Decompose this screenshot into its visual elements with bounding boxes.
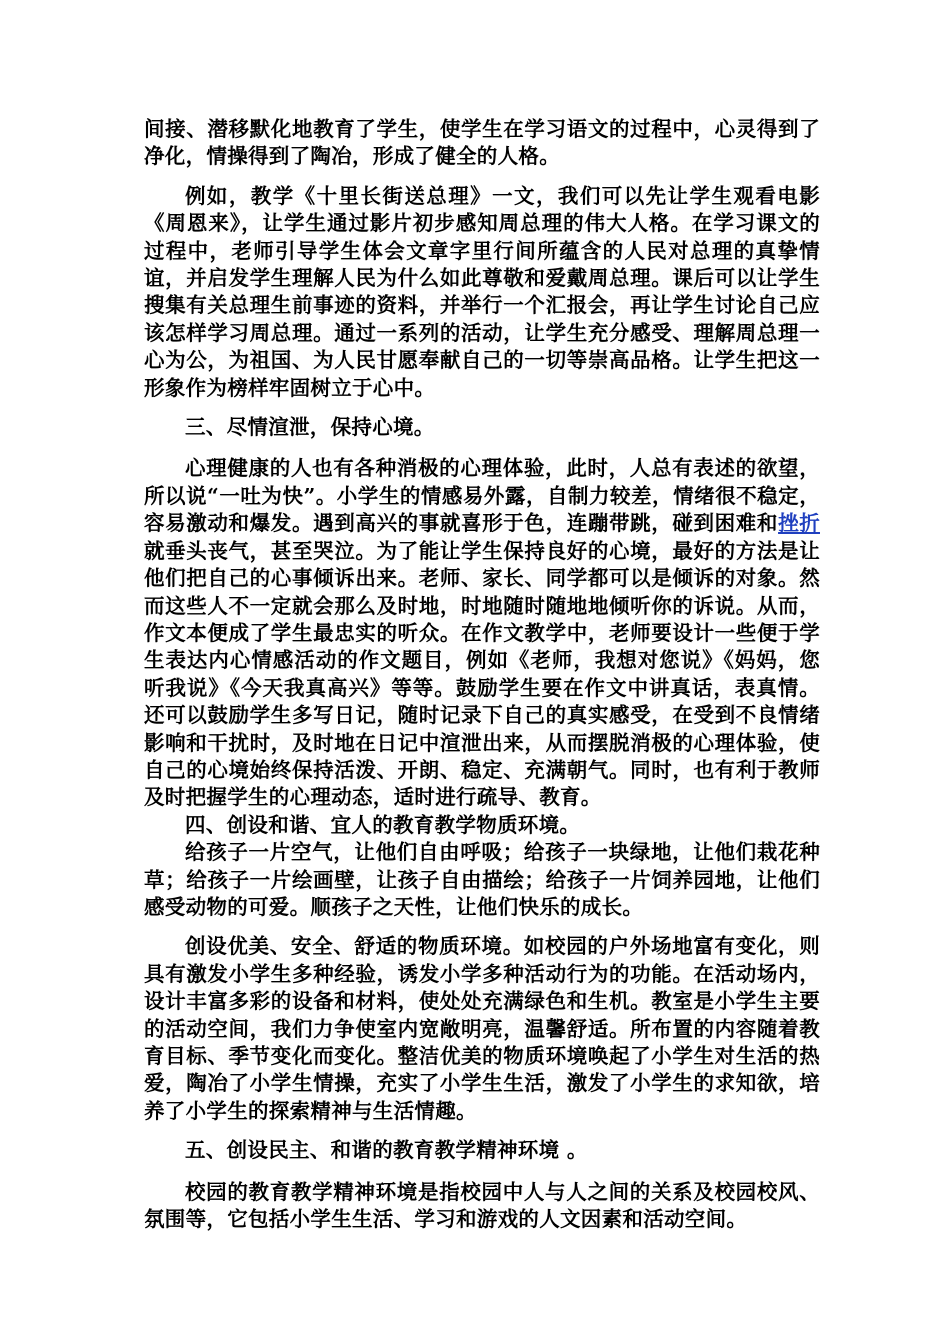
paragraph-emotion [144, 455, 820, 811]
paragraph-emotion-part-a: 心理健康的人也有各种消极的心理体验，此时，人总有表述的欲望，所以说“一吐为快”。小学生的情感易外露，自制力较差，情绪很不稳定，容易激动和爆发。遇到高兴的事就喜形于色，连蹦带跳，碰到困难和 [144, 456, 820, 536]
paragraph-nature: 给孩子一片空气，让他们自由呼吸；给孩子一块绿地，让他们栽花种草；给孩子一片绘画壁，让孩子自由描绘；给孩子一片饲养园地，让他们感受动物的可爱。顺孩子之天性，让他们快乐的成长。 [144, 840, 820, 919]
paragraph-example: 例如，教学《十里长街送总理》一文，我们可以先让学生观看电影《周恩来》，让学生通过影片初步感知周总理的伟大人格。在学习课文的过程中，老师引导学生体会文章字里行间所蕴含的人民对总理的真挚情谊，并启发学生理解人民为什么如此尊敬和爱戴周总理。课后可以让学生搜集有关总理生前事迹的资料，并举行一个汇报会，再让学生讨论自己应该怎样学习周总理。通过一系列的活动，让学生充分感受、理解周总理一心为公，为祖国、为人民甘愿奉献自己的一切等崇高品格。让学生把这一形象作为榜样牢固树立于心中。 [144, 183, 820, 400]
paragraph-environment: 创设优美、安全、舒适的物质环境。如校园的户外场地富有变化，则具有激发小学生多种经验，诱发小学多种活动行为的功能。在活动场内，设计丰富多彩的设备和材料，使处处充满绿色和生机。教室是小学生主要的活动空间，我们力争使室内宽敞明亮，温馨舒适。所布置的内容随着教育目标、季节变化而变化。整洁优美的物质环境唤起了小学生对生活的热爱，陶冶了小学生情操，充实了小学生生活，激发了小学生的求知欲，培养了小学生的探索精神与生活情趣。 [144, 934, 820, 1123]
paragraph-spirit: 校园的教育教学精神环境是指校园中人与人之间的关系及校园校风、氛围等，它包括小学生生活、学习和游戏的人文因素和活动空间。 [144, 1179, 820, 1232]
frustration-link[interactable]: 挫折 [778, 511, 820, 536]
paragraph-emotion-part-b: 就垂头丧气，甚至哭泣。为了能让学生保持良好的心境，最好的方法是让他们把自己的心事倾诉出来。老师、家长、同学都可以是倾诉的对象。然而这些人不一定就会那么及时地，时地随时随地地倾听你的诉说。从而，作文本便成了学生最忠实的听众。在作文教学中，老师要设计一些便于学生表达内心情感活动的作文题目，例如《老师，我想对您说》《妈妈，您听我说》《今天我真高兴》等等。鼓励学生要在作文中讲真话，表真情。还可以鼓励学生多写日记，随时记录下自己的真实感受，在受到不良情绪影响和干扰时，及时地在日记中渲泄出来，从而摆脱消极的心理体验，使自己的心境始终保持活泼、开朗、稳定、充满朝气。同时，也有利于教师及时把握学生的心理动态，适时进行疏导、教育。 [144, 538, 820, 810]
section-heading-5: 五、创设民主、和谐的教育教学精神环境 。 [185, 1138, 588, 1163]
paragraph-continuation: 间接、潜移默化地教育了学生，使学生在学习语文的过程中，心灵得到了净化，情操得到了陶冶，形成了健全的人格。 [144, 117, 820, 169]
section-heading-4: 四、创设和谐、宜人的教育教学物质环境。 [185, 812, 581, 837]
section-heading-3: 三、尽情渲泄，保持心境。 [185, 415, 435, 440]
document-body [144, 116, 820, 1245]
